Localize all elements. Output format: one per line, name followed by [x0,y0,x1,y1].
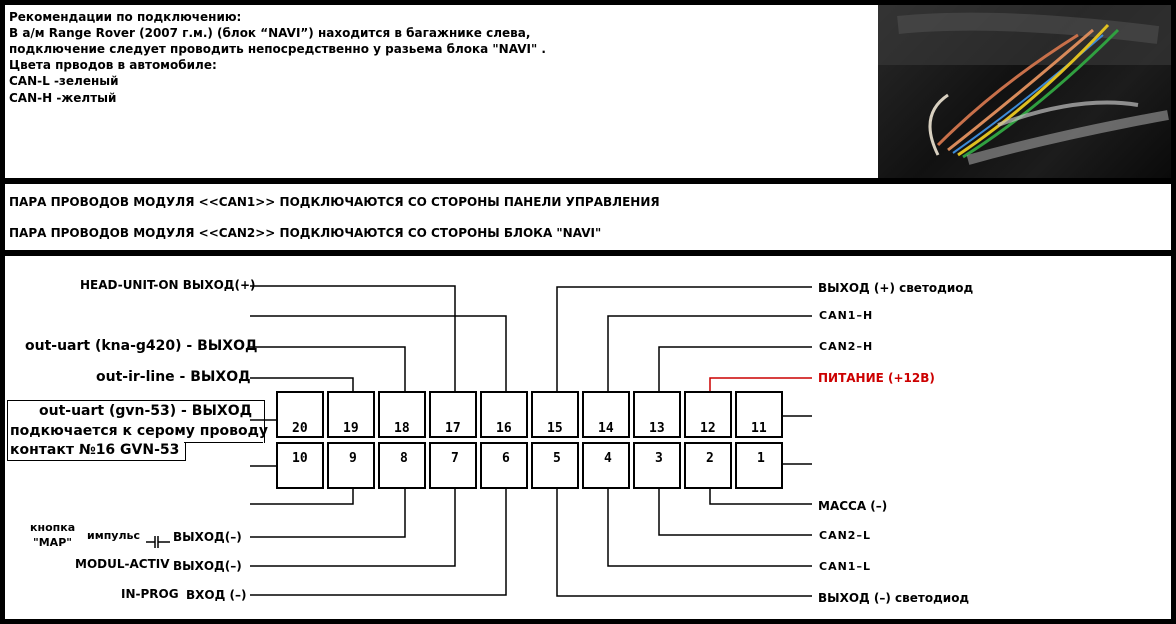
label-head-unit-on: HEAD-UNIT-ON ВЫХОД(+) [80,278,256,292]
pin-11 [735,391,783,438]
pin-label: 1 [757,451,765,466]
label-out-ir-line: out-ir-line - ВЫХОД [96,369,251,385]
label-in-prog: IN-PROG [121,587,179,601]
pin-label: 19 [343,421,359,436]
label-mass: МАССА (–) [818,499,888,513]
pin-label: 6 [502,451,510,466]
label-can2-l: CAN2–L [819,529,871,542]
pin-label: 4 [604,451,612,466]
pin-3 [633,442,681,489]
pin-label: 10 [292,451,308,466]
pin-2 [684,442,732,489]
label-can1-h: CAN1–H [819,309,874,322]
can2-pair-note: ПАРА ПРОВОДОВ МОДУЛЯ <<CAN2>> ПОДКЛЮЧАЮТСЯ СО СТОРОНЫ БЛОКА "NAVI" [9,226,602,240]
label-gvn-note1: подкючается к серому проводу [10,423,269,439]
pin-label: 3 [655,451,663,466]
pin-5 [531,442,579,489]
pin-label: 8 [400,451,408,466]
pin-9 [327,442,375,489]
label-knopka: кнопка [30,521,76,534]
pin-label: 5 [553,451,561,466]
pin-label: 2 [706,451,714,466]
pin-14 [582,391,630,438]
pin-label: 11 [751,421,767,436]
pin-label: 12 [700,421,716,436]
can1-pair-note: ПАРА ПРОВОДОВ МОДУЛЯ <<CAN1>> ПОДКЛЮЧАЮТСЯ СО СТОРОНЫ ПАНЕЛИ УПРАВЛЕНИЯ [9,195,660,209]
pin-label: 20 [292,421,308,436]
pin-12 [684,391,732,438]
notes-colors-title: Цвета прводов в автомобиле: [9,58,217,72]
label-in-prog-in: ВХОД (–) [186,588,247,602]
label-gvn-note2: контакт №16 GVN-53 [10,442,180,458]
label-modul-activ: MODUL-ACTIV [75,557,170,571]
notes-title: Рекомендации по подключению: [9,10,242,24]
pin-6 [480,442,528,489]
pin-label: 13 [649,421,665,436]
pin-19 [327,391,375,438]
pin-label: 16 [496,421,512,436]
pin-label: 15 [547,421,563,436]
notes-location: В а/м Range Rover (2007 г.м.) (блок “NAVI”) находится в багажнике слева, [9,26,531,40]
pin-13 [633,391,681,438]
pin-18 [378,391,426,438]
pin-4 [582,442,630,489]
pin-7 [429,442,477,489]
label-can1-l: CAN1–L [819,560,871,573]
notes-connection: подключение следует проводить непосредственно у разьема блока "NAVI" . [9,42,546,56]
pin-15 [531,391,579,438]
label-map: "MAP" [33,536,72,549]
label-power: ПИТАНИЕ (+12В) [818,371,935,385]
pin-label: 7 [451,451,459,466]
pin-8 [378,442,426,489]
label-out-uart-kna: out-uart (kna-g420) - ВЫХОД [25,338,258,354]
notes-can-l: CAN-L -зеленый [9,74,119,88]
pin-16 [480,391,528,438]
label-vyhod-minus: ВЫХОД(–) [173,530,242,544]
pin-10 [276,442,324,489]
pin-label: 9 [349,451,357,466]
label-can2-h: CAN2–H [819,340,874,353]
pin-label: 18 [394,421,410,436]
label-led-minus: ВЫХОД (–) светодиод [818,591,970,605]
pin-label: 14 [598,421,614,436]
pin-label: 17 [445,421,461,436]
pin-20 [276,391,324,438]
pin-1 [735,442,783,489]
gvn-note-box [7,400,269,460]
label-led-plus: ВЫХОД (+) светодиод [818,281,974,295]
label-modul-activ-out: ВЫХОД(–) [173,559,242,573]
notes-can-h: CAN-H -желтый [9,91,117,105]
label-impuls: импульс [87,529,141,542]
pin-17 [429,391,477,438]
label-out-uart-gvn: out-uart (gvn-53) - ВЫХОД [39,403,253,419]
